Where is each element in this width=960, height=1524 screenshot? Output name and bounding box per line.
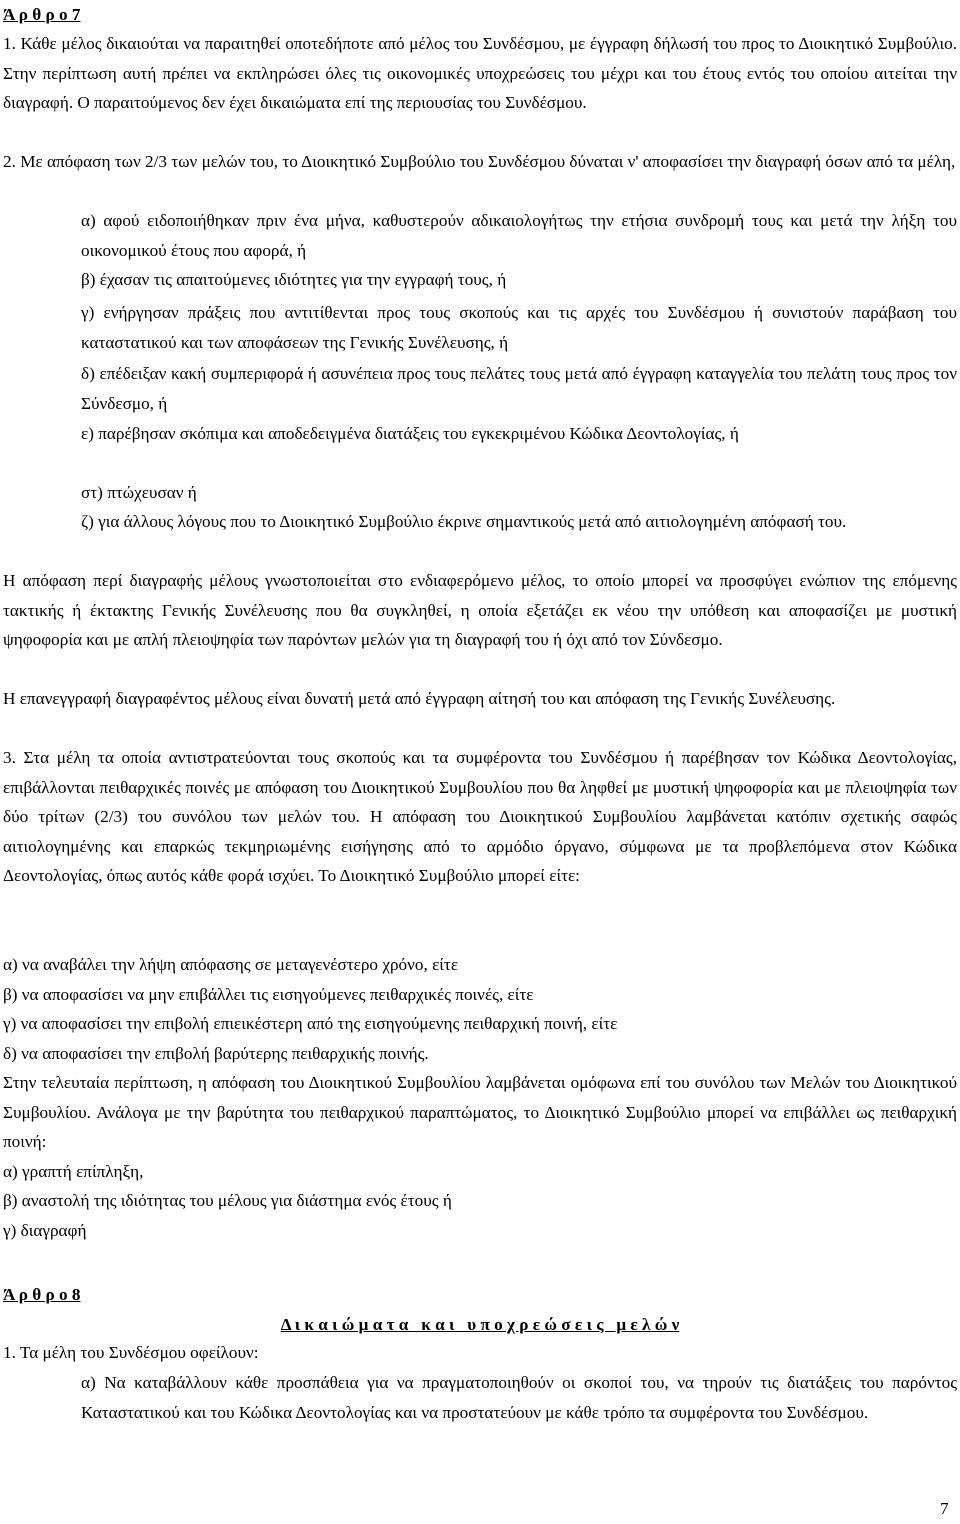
article-8-paragraph-1-intro: 1. Τα μέλη του Συνδέσμου οφείλουν: <box>3 1343 259 1362</box>
article-7-item-z: ζ) για άλλους λόγους που το Διοικητικό Συμβούλιο έκρινε σημαντικούς μετά από αιτιολογημένη απόφασή του. <box>81 512 847 531</box>
article-7-paragraph-3: 3. Στα μέλη τα οποία αντιστρατεύονται τους σκοπούς και τα συμφέροντα του Συνδέσμου ή παρέβησαν τον Κώδικα Δεοντολογίας, επιβάλλονται πειθαρχικές ποινές με απόφαση του Διοικητικού Συμβουλίου που θα ληφθεί με μυστική ψηφοφορία και με πλειοψηφία των δύο τρίτων (2/3) του συνόλου των μελών του. Η απόφαση του Διοικητικού Συμβουλίου λαμβάνεται κατόπιν σχετικής σαφώς αιτιολογημένης και επαρκώς τεκμηριωμένης εισήγησης από το αρμόδιο όργανο, σύμφωνα με τα προβλεπόμενα στον Κώδικα Δεοντολογίας, όπως αυτός κάθε φορά ισχύει. Το Διοικητικό Συμβούλιο μπορεί είτε: <box>3 748 957 885</box>
article-7-item-b: β) έχασαν τις απαιτούμενες ιδιότητες για την εγγραφή τους, ή <box>81 270 507 289</box>
article-7-reregistration-paragraph: Η επανεγγραφή διαγραφέντος μέλους είναι δυνατή μετά από έγγραφη αίτησή του και απόφαση της Γενικής Συνέλευσης. <box>3 689 836 708</box>
article-7-option-d: δ) να αποφασίσει την επιβολή βαρύτερης πειθαρχικής ποινής. <box>3 1044 429 1063</box>
article-7-penalty-a: α) γραπτή επίπληξη, <box>3 1162 144 1181</box>
article-7-option-a: α) να αναβάλει την λήψη απόφασης σε μεταγενέστερο χρόνο, είτε <box>3 955 459 974</box>
article-8-item-a: α) Να καταβάλλουν κάθε προσπάθεια για να πραγματοποιηθούν οι σκοποί του, να τηρούν τις διατάξεις του παρόντος Καταστατικού και του Κώδικα Δεοντολογίας και να προστατεύουν με κάθε τρόπο τα συμφέροντα του Συνδέσμου. <box>81 1373 957 1422</box>
article-7-penalty-b: β) αναστολή της ιδιότητας του μέλους για διάστημα ενός έτους ή <box>3 1191 452 1210</box>
article-7-item-st: στ) πτώχευσαν ή <box>81 483 197 502</box>
article-7-option-c: γ) να αποφασίσει την επιβολή επιεικέστερη από της εισηγούμενης πειθαρχική ποινή, είτε <box>3 1014 618 1033</box>
article-7-paragraph-2-intro: 2. Με απόφαση των 2/3 των μελών του, το Διοικητικό Συμβούλιο του Συνδέσμου δύναται ν' αποφασίσει την διαγραφή όσων από τα μέλη, <box>3 152 956 171</box>
article-7-item-a: α) αφού ειδοποιήθηκαν πριν ένα μήνα, καθυστερούν αδικαιολογήτως την ετήσια συνδρομή τους και μετά την λήξη του οικονομικού έτους που αφορά, ή <box>81 211 957 260</box>
article-7-paragraph-1: 1. Κάθε μέλος δικαιούται να παραιτηθεί οποτεδήποτε από μέλος του Συνδέσμου, με έγγραφη δήλωσή του προς το Διοικητικό Συμβούλιο. Στην περίπτωση αυτή πρέπει να εκπληρώσει όλες τις οικονομικές υποχρεώσεις του μέχρι και του έτους εντός του οποίου αιτείται την διαγραφή. Ο παραιτούμενος δεν έχει δικαιώματα επί της περιουσίας του Συνδέσμου. <box>3 34 957 112</box>
page-number: 7 <box>940 1499 949 1518</box>
article-7-item-c: γ) ενήργησαν πράξεις που αντιτίθενται προς τους σκοπούς και τις αρχές του Συνδέσμου ή συνιστούν παράβαση του καταστατικού και των αποφάσεων της Γενικής Συνέλευσης, ή <box>81 303 957 352</box>
article-7-notification-paragraph: Η απόφαση περί διαγραφής μέλους γνωστοποιείται στο ενδιαφερόμενο μέλος, το οποίο μπορεί να προσφύγει ενώπιον της επόμενης τακτικής ή έκτακτης Γενικής Συνέλευσης που θα συγκληθεί, η οποία εξετάζει εκ νέου την υπόθεση και αποφασίζει με μυστική ψηφοφορία και με απλή πλειοψηφία των παρόντων μελών για τη διαγραφή του ή όχι από τον Σύνδεσμο. <box>3 571 957 649</box>
article-7-penalty-c: γ) διαγραφή <box>3 1221 87 1240</box>
article-7-option-b: β) να αποφασίσει να μην επιβάλλει τις εισηγούμενες πειθαρχικές ποινές, είτε <box>3 985 534 1004</box>
article-7-item-d: δ) επέδειξαν κακή συμπεριφορά ή ασυνέπεια προς τους πελάτες τους μετά από έγγραφη καταγγελία του πελάτη τους προς τον Σύνδεσμο, ή <box>81 364 957 413</box>
article-8-subheading: Δ ι κ α ι ώ μ α τ α κ α ι υ π ο χ ρ ε ώ σ ε ι ς μ ε λ ώ ν <box>280 1315 680 1334</box>
article-7-heading: Ά ρ θ ρ ο 7 <box>3 5 81 24</box>
article-7-item-e: ε) παρέβησαν σκόπιμα και αποδεδειγμένα διατάξεις του εγκεκριμένου Κώδικα Δεοντολογίας, ή <box>81 424 739 443</box>
article-8-heading: Ά ρ θ ρ ο 8 <box>3 1285 81 1304</box>
article-7-last-case-paragraph: Στην τελευταία περίπτωση, η απόφαση του Διοικητικού Συμβουλίου λαμβάνεται ομόφωνα επί του συνόλου των Μελών του Διοικητικού Συμβουλίου. Ανάλογα με την βαρύτητα του πειθαρχικού παραπτώματος, το Διοικητικό Συμβούλιο μπορεί να επιβάλλει ως πειθαρχική ποινή: <box>3 1073 957 1151</box>
